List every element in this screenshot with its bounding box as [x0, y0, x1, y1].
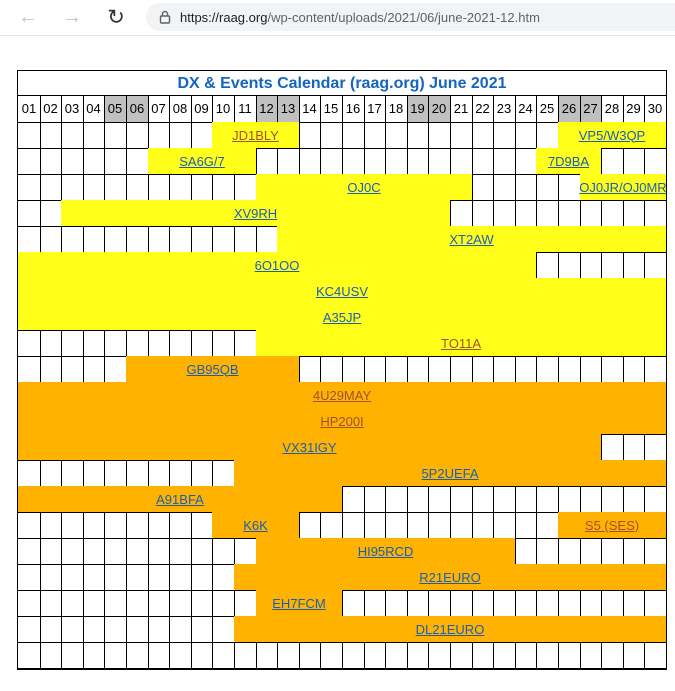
- day-header-23: 23: [496, 101, 512, 116]
- day-header-07: 07: [151, 101, 166, 116]
- calendar-entry-link[interactable]: K6K: [212, 512, 299, 538]
- day-header-29: 29: [626, 101, 641, 116]
- calendar-entry-link[interactable]: JD1BLY: [212, 122, 299, 148]
- day-header-03: 03: [64, 101, 80, 116]
- calendar-entry-link[interactable]: KC4USV: [18, 278, 666, 304]
- forward-arrow-icon[interactable]: →: [62, 6, 82, 28]
- url-text: [180, 10, 540, 25]
- day-header-25: 25: [539, 101, 555, 116]
- day-header-28: 28: [604, 101, 620, 116]
- day-header-20: 20: [428, 96, 450, 122]
- calendar-entry-link[interactable]: XV9RH: [61, 200, 450, 226]
- calendar-entry-link[interactable]: A35JP: [18, 304, 666, 330]
- dx-events-calendar: [17, 70, 667, 670]
- day-header-27: 27: [580, 96, 601, 122]
- reload-icon[interactable]: ↻: [107, 5, 125, 29]
- calendar-entry-link[interactable]: A91BFA: [18, 486, 342, 512]
- day-header-05: 05: [104, 96, 126, 122]
- day-header-18: 18: [388, 101, 404, 116]
- day-header-08: 08: [172, 101, 188, 116]
- calendar-entry-link[interactable]: VP5/W3QP: [558, 122, 666, 148]
- day-header-14: 14: [302, 101, 317, 116]
- calendar-entry-link[interactable]: 5P2UEFA: [234, 460, 666, 486]
- browser-toolbar: [0, 0, 675, 36]
- calendar-entry-link[interactable]: 4U29MAY: [18, 382, 666, 408]
- address-bar[interactable]: [146, 3, 675, 31]
- day-header-09: 09: [194, 101, 209, 116]
- day-header-06: 06: [126, 96, 148, 122]
- calendar-entry-link[interactable]: R21EURO: [234, 564, 666, 590]
- day-header-16: 16: [345, 101, 361, 116]
- day-header-13: 13: [277, 96, 299, 122]
- calendar-entry-link[interactable]: DL21EURO: [234, 616, 666, 642]
- day-header-10: 10: [215, 101, 231, 116]
- day-header-04: 04: [86, 101, 101, 116]
- url-host: https://raag.org: [180, 9, 268, 25]
- calendar-entry-link[interactable]: HI95RCD: [256, 538, 515, 564]
- calendar-entry-link[interactable]: 6O1OO: [18, 252, 536, 278]
- calendar-entry-link[interactable]: EH7FCM: [256, 590, 342, 616]
- calendar-entry-link[interactable]: HP200I: [18, 408, 666, 434]
- calendar-entry-link[interactable]: OJ0JR/OJ0MR: [580, 174, 666, 200]
- day-header-30: 30: [647, 101, 663, 116]
- lock-icon[interactable]: [150, 10, 180, 24]
- calendar-entry-link[interactable]: TO11A: [256, 330, 666, 356]
- calendar-entry-link[interactable]: S5 (SES): [558, 512, 666, 538]
- day-header-01: 01: [21, 101, 37, 116]
- calendar-entry-link[interactable]: OJ0C: [256, 174, 472, 200]
- day-header-19: 19: [407, 96, 428, 122]
- day-header-15: 15: [323, 101, 339, 116]
- calendar-title: DX & Events Calendar (raag.org) June 2021: [18, 71, 666, 96]
- calendar-entry-link[interactable]: 7D9BA: [536, 148, 601, 174]
- day-header-12: 12: [256, 96, 277, 122]
- day-header-21: 21: [453, 101, 469, 116]
- day-header-24: 24: [518, 101, 533, 116]
- back-arrow-icon[interactable]: ←: [18, 6, 38, 28]
- calendar-entry-link[interactable]: XT2AW: [277, 226, 666, 252]
- calendar-entry-link[interactable]: VX31IGY: [18, 434, 601, 460]
- day-header-22: 22: [475, 101, 490, 116]
- url-path: /wp-content/uploads/2021/06/june-2021-12.htm: [267, 9, 540, 25]
- calendar-entry-link[interactable]: SA6G/7: [148, 148, 256, 174]
- calendar-entry-link[interactable]: GB95QB: [126, 356, 299, 382]
- day-header-17: 17: [367, 101, 382, 116]
- day-header-11: 11: [238, 101, 252, 116]
- day-header-02: 02: [43, 101, 58, 116]
- day-header-26: 26: [558, 96, 580, 122]
